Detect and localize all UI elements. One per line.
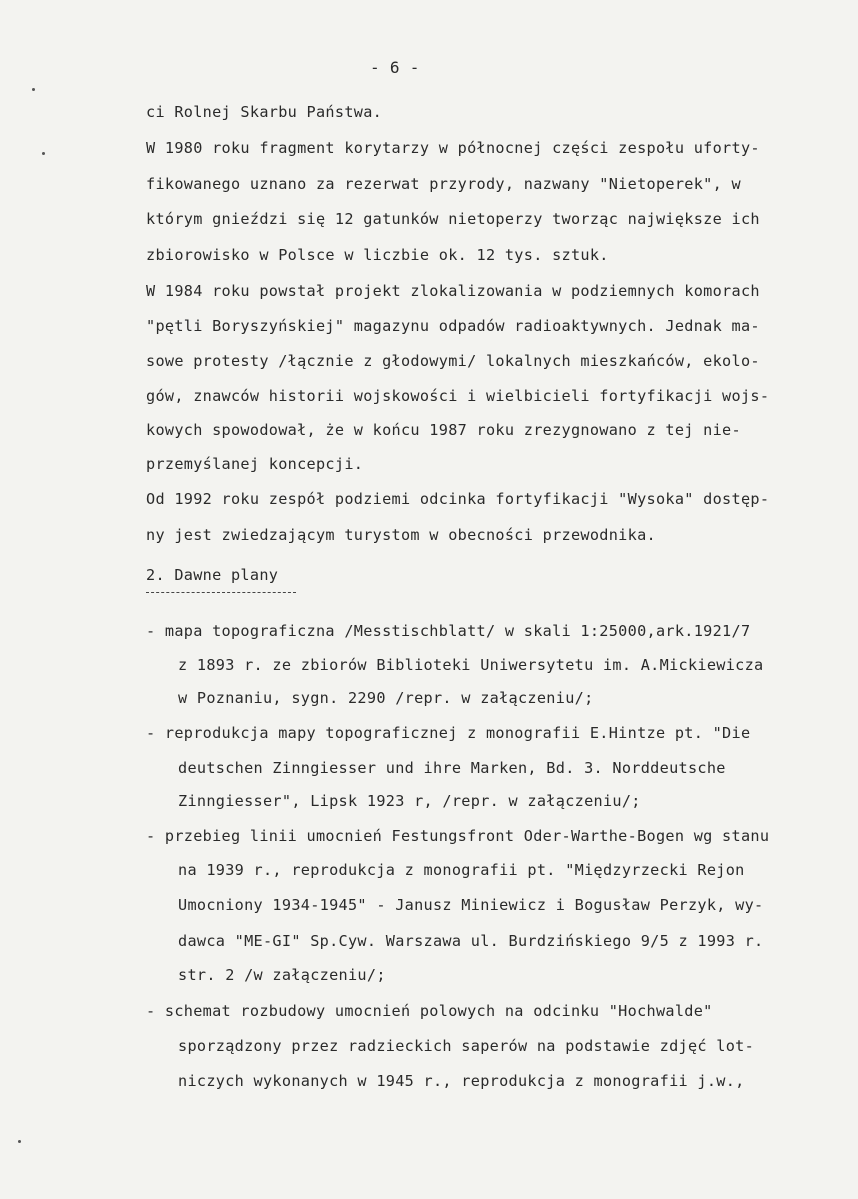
list-item-line: str. 2 /w załączeniu/; [178, 966, 386, 984]
list-item-line: Zinngiesser", Lipsk 1923 r, /repr. w załączeniu/; [178, 792, 641, 810]
punch-hole-mark [42, 152, 45, 155]
text-line: kowych spowodował, że w końcu 1987 roku zrezygnowano z tej nie- [146, 421, 741, 439]
heading-underline [146, 592, 296, 593]
text-line: W 1980 roku fragment korytarzy w północnej części zespołu uforty- [146, 139, 760, 157]
list-item-line: - schemat rozbudowy umocnień polowych na odcinku "Hochwalde" [146, 1002, 713, 1020]
text-line: ci Rolnej Skarbu Państwa. [146, 103, 383, 121]
text-line: Od 1992 roku zespół podziemi odcinka fortyfikacji "Wysoka" dostęp- [146, 490, 770, 508]
text-line: którym gnieździ się 12 gatunków nietoperzy tworząc największe ich [146, 210, 760, 228]
page-number: - 6 - [370, 58, 420, 77]
punch-hole-mark [18, 1140, 21, 1143]
list-item-line: - reprodukcja mapy topograficznej z monografii E.Hintze pt. "Die [146, 724, 751, 742]
text-line: sowe protesty /łącznie z głodowymi/ lokalnych mieszkańców, ekolo- [146, 352, 760, 370]
text-line: fikowanego uznano za rezerwat przyrody, nazwany "Nietoperek", w [146, 175, 741, 193]
text-line: ny jest zwiedzającym turystom w obecności przewodnika. [146, 526, 656, 544]
list-item-line: - mapa topograficzna /Messtischblatt/ w skali 1:25000,ark.1921/7 [146, 622, 751, 640]
text-line: W 1984 roku powstał projekt zlokalizowania w podziemnych komorach [146, 282, 760, 300]
list-item-line: - przebieg linii umocnień Festungsfront Oder-Warthe-Bogen wg stanu [146, 827, 770, 845]
list-item-line: z 1893 r. ze zbiorów Biblioteki Uniwersytetu im. A.Mickiewicza [178, 656, 764, 674]
text-line: zbiorowisko w Polsce w liczbie ok. 12 tys. sztuk. [146, 246, 609, 264]
list-item-line: w Poznaniu, sygn. 2290 /repr. w załączeniu/; [178, 689, 594, 707]
list-item-line: na 1939 r., reprodukcja z monografii pt. "Międzyrzecki Rejon [178, 861, 745, 879]
list-item-line: sporządzony przez radzieckich saperów na podstawie zdjęć lot- [178, 1037, 755, 1055]
punch-hole-mark [32, 88, 35, 91]
list-item-line: Umocniony 1934-1945" - Janusz Miniewicz i Bogusław Perzyk, wy- [178, 896, 764, 914]
text-line: gów, znawców historii wojskowości i wielbicieli fortyfikacji wojs- [146, 387, 770, 405]
text-line: przemyślanej koncepcji. [146, 455, 364, 473]
list-item-line: niczych wykonanych w 1945 r., reprodukcja z monografii j.w., [178, 1072, 745, 1090]
list-item-line: dawca "ME-GI" Sp.Cyw. Warszawa ul. Burdzińskiego 9/5 z 1993 r. [178, 932, 764, 950]
list-item-line: deutschen Zinngiesser und ihre Marken, Bd. 3. Norddeutsche [178, 759, 726, 777]
section-heading: 2. Dawne plany [146, 566, 279, 584]
text-line: "pętli Boryszyńskiej" magazynu odpadów radioaktywnych. Jednak ma- [146, 317, 760, 335]
